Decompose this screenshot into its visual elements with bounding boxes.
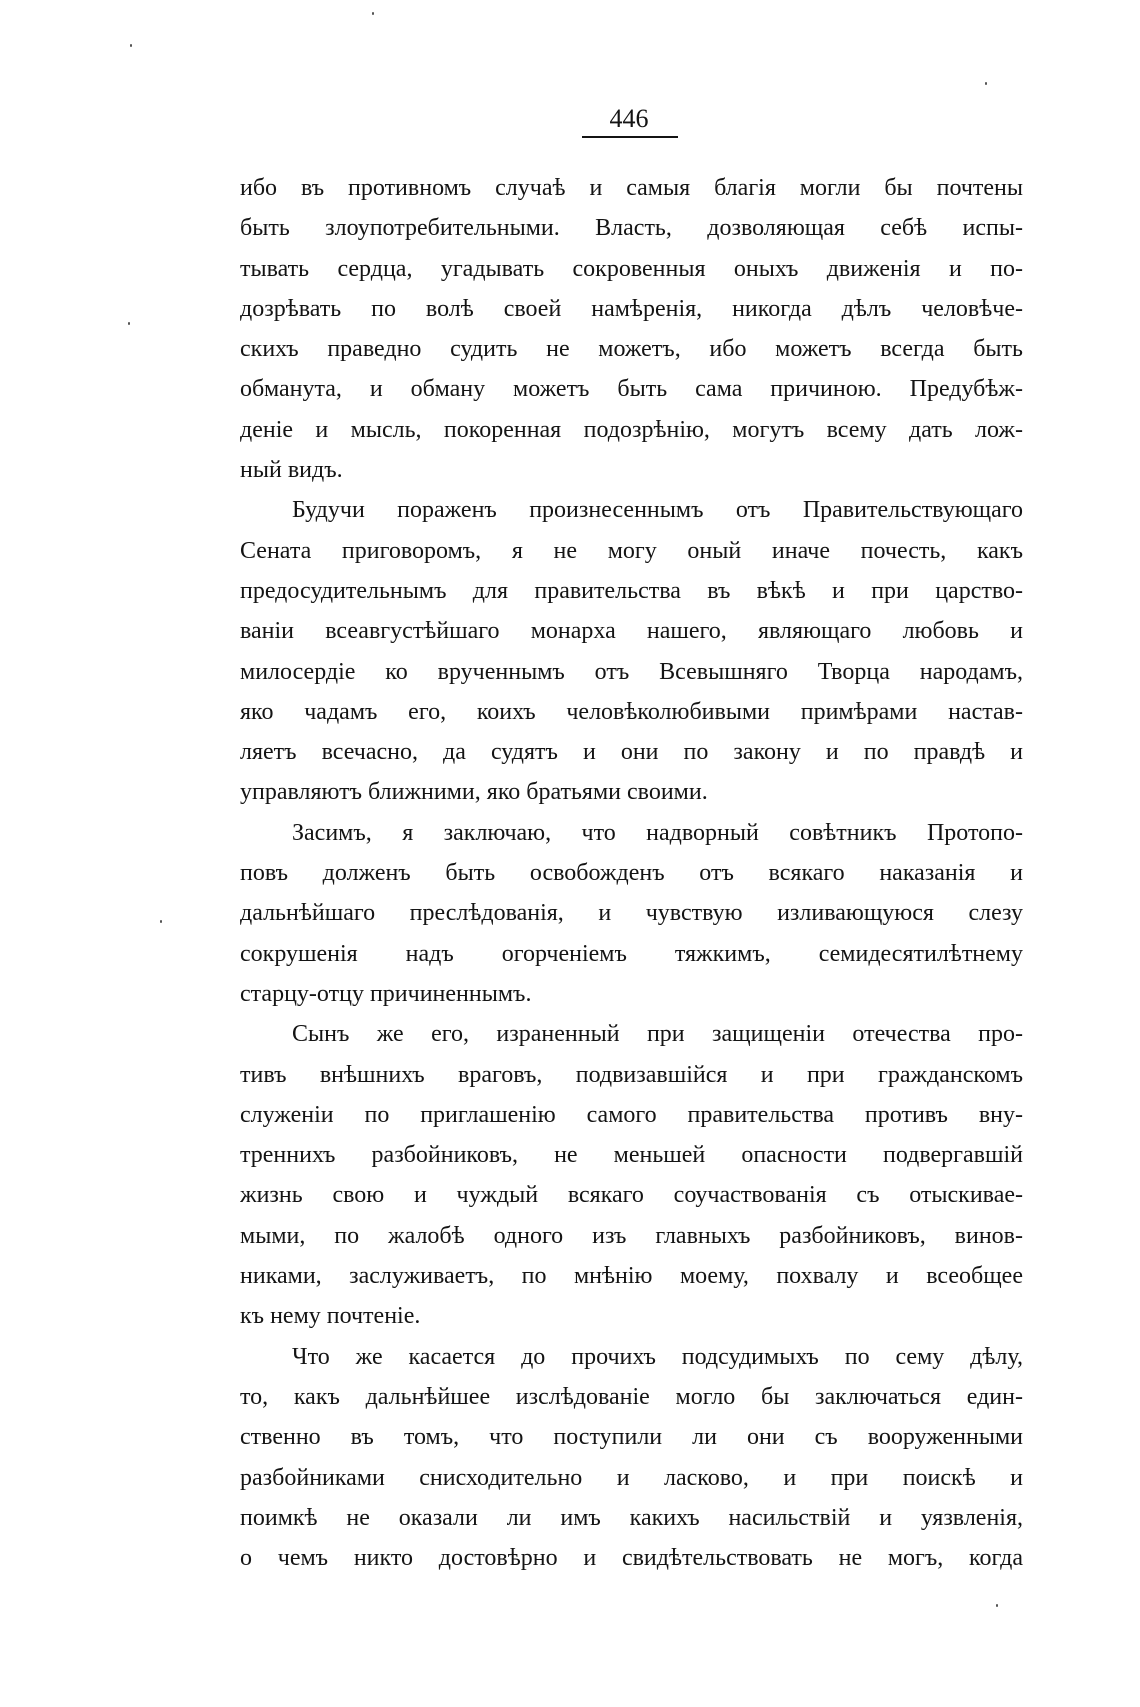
- text-line: то, какъ дальнѣйшее изслѣдованіе могло бы заключаться един-: [240, 1383, 1023, 1410]
- paragraph-5: [240, 1337, 1023, 1579]
- text-line: поимкѣ не оказали ли имъ какихъ насильствій и уязвленія,: [240, 1504, 1023, 1531]
- page-number: 446: [609, 104, 649, 133]
- text-line: дальнѣйшаго преслѣдованія, и чувствую изливающуюся слезу: [240, 900, 1023, 927]
- text-line: скихъ праведно судить не можетъ, ибо можетъ всегда быть: [240, 336, 1023, 363]
- paragraph-4: [240, 1014, 1023, 1336]
- text-line: треннихъ разбойниковъ, не меньшей опасности подвергавшій: [240, 1142, 1023, 1169]
- text-line: быть злоупотребительными. Власть, дозволяющая себѣ испы-: [240, 215, 1023, 242]
- text-line: яко чадамъ его, коихъ человѣколюбивыми примѣрами настав-: [240, 698, 1023, 725]
- text-line: обманута, и обману можетъ быть сама причиною. Предубѣж-: [240, 376, 1023, 403]
- text-line: никами, заслуживаетъ, по мнѣнію моему, похвалу и всеобщее: [240, 1263, 1023, 1290]
- text-line: мыми, по жалобѣ одного изъ главныхъ разбойниковъ, винов-: [240, 1222, 1023, 1249]
- paragraph-2: [240, 490, 1023, 812]
- text-line: предосудительнымъ для правительства въ вѣкѣ и при царство-: [240, 577, 1023, 604]
- text-line: о чемъ никто достовѣрно и свидѣтельствовать не могъ, когда: [240, 1545, 1023, 1572]
- text-line: жизнь свою и чуждый всякаго соучаствованія съ отыскивае-: [240, 1182, 1023, 1209]
- text-line: дозрѣвать по волѣ своей намѣренія, никогда дѣлъ человѣче-: [240, 295, 1023, 322]
- text-line: повъ долженъ быть освобожденъ отъ всякаго наказанія и: [240, 860, 1023, 887]
- text-line: Будучи пораженъ произнесеннымъ отъ Правительствующаго: [292, 497, 1023, 524]
- scan-speck: [985, 82, 987, 85]
- text-line: тывать сердца, угадывать сокровенныя оныхъ движенія и по-: [240, 255, 1023, 282]
- text-line: сокрушенія надъ огорченіемъ тяжкимъ, семидесятилѣтнему: [240, 940, 1023, 967]
- text-line: управляютъ ближними, яко братьями своими.: [240, 779, 708, 806]
- text-line: разбойниками снисходительно и ласково, и при поискѣ и: [240, 1464, 1023, 1491]
- text-line: Что же касается до прочихъ подсудимыхъ по сему дѣлу,: [292, 1343, 1023, 1370]
- scan-speck: [372, 12, 374, 15]
- paragraph-1: [240, 168, 1023, 490]
- page-number-rule: [582, 136, 678, 138]
- scan-speck: [130, 44, 132, 47]
- text-line: ный видъ.: [240, 457, 343, 484]
- body-text: [240, 168, 1023, 1578]
- text-line: старцу-отцу причиненнымъ.: [240, 980, 532, 1007]
- text-line: тивъ внѣшнихъ враговъ, подвизавшійся и при гражданскомъ: [240, 1061, 1023, 1088]
- text-line: служеніи по приглашенію самого правительства противъ вну-: [240, 1101, 1023, 1128]
- text-line: деніе и мысль, покоренная подозрѣнію, могутъ всему дать лож-: [240, 416, 1023, 443]
- paragraph-3: [240, 813, 1023, 1014]
- text-line: ственно въ томъ, что поступили ли они съ вооруженными: [240, 1424, 1023, 1451]
- scan-speck: [996, 1604, 998, 1607]
- text-line: ибо въ противномъ случаѣ и самыя благія могли бы почтены: [240, 175, 1023, 201]
- text-line: ваніи всеавгустѣйшаго монарха нашего, являющаго любовь и: [240, 618, 1023, 645]
- text-line: Сынъ же его, израненный при защищеніи отечества про-: [292, 1021, 1023, 1048]
- text-line: ляетъ всечасно, да судятъ и они по закону и по правдѣ и: [240, 739, 1023, 766]
- text-line: милосердіе ко врученнымъ отъ Всевышняго Творца народамъ,: [240, 658, 1023, 685]
- scan-speck: [160, 920, 162, 923]
- scan-speck: [128, 322, 130, 325]
- text-line: къ нему почтеніе.: [240, 1303, 421, 1330]
- text-line: Засимъ, я заключаю, что надворный совѣтникъ Протопо-: [292, 819, 1023, 846]
- text-line: Сената приговоромъ, я не могу оный иначе почесть, какъ: [240, 537, 1023, 564]
